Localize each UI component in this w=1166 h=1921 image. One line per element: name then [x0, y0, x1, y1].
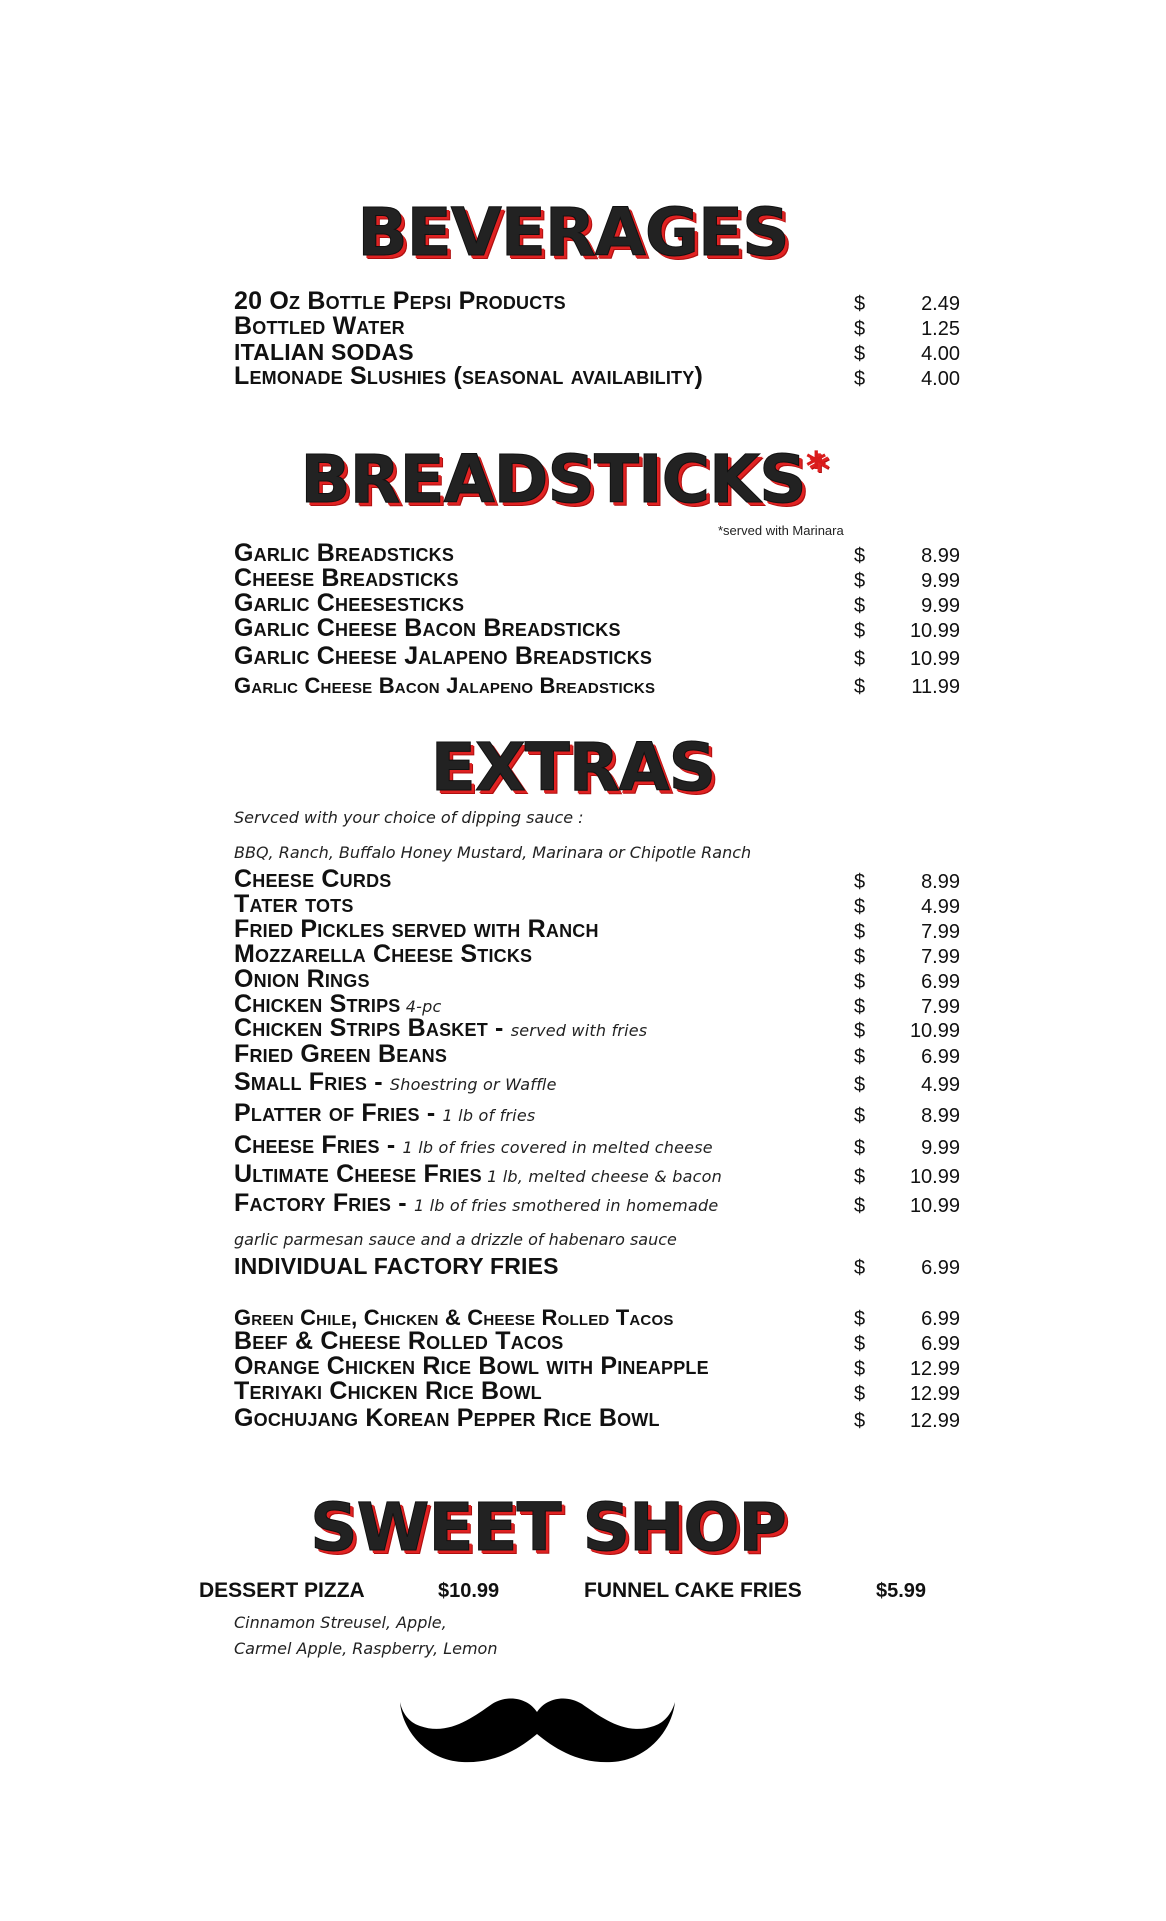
dollar-sign: $	[854, 676, 866, 698]
breadsticks-title: BREADSTICKS	[300, 441, 806, 518]
item-name: INDIVIDUAL FACTORY FRIES	[234, 1253, 559, 1279]
item-desc: 1 lb, melted cheese & bacon	[481, 1167, 722, 1186]
dollar-sign: $	[854, 1074, 866, 1096]
menu-row	[234, 1404, 960, 1433]
item-desc: 1 lb of fries	[442, 1106, 536, 1125]
item-name: Lemonade Slushies (seasonal availability)	[234, 362, 703, 390]
dessert-pizza-label: DESSERT PIZZA	[199, 1579, 365, 1602]
item-price: 9.99	[921, 570, 960, 592]
dollar-sign: $	[854, 648, 866, 670]
dollar-sign: $	[854, 1383, 866, 1405]
item-name: Garlic Cheese Bacon Breadsticks	[234, 614, 621, 642]
item-name: Beef & Cheese Rolled Tacos	[234, 1327, 564, 1355]
menu-row	[234, 673, 960, 699]
menu-row	[234, 1068, 960, 1097]
item-name: Bottled Water	[234, 312, 405, 340]
dessert-flavors-line2: Carmel Apple, Raspberry, Lemon	[234, 1639, 498, 1658]
menu-row	[234, 1131, 960, 1160]
menu-row	[234, 1254, 960, 1280]
dessert-flavors-line1: Cinnamon Streusel, Apple,	[234, 1613, 447, 1632]
item-name: Fried Pickles served with Ranch	[234, 915, 599, 943]
dollar-sign: $	[854, 1046, 866, 1068]
item-price: 4.99	[921, 1074, 960, 1096]
item-name	[234, 1101, 535, 1126]
dipping-sauce-intro: Servced with your choice of dipping sauce :	[234, 808, 584, 827]
item-name	[234, 1162, 722, 1187]
dollar-sign: $	[854, 1333, 866, 1355]
item-price: 12.99	[909, 1358, 960, 1380]
dollar-sign: $	[854, 1105, 866, 1127]
item-title: Chicken Strips	[234, 990, 401, 1018]
item-title: Cheese Fries -	[234, 1131, 403, 1159]
item-name: Gochujang Korean Pepper Rice Bowl	[234, 1404, 660, 1432]
item-name: Orange Chicken Rice Bowl with Pineapple	[234, 1352, 709, 1380]
item-price: 10.99	[909, 648, 960, 670]
dollar-sign: $	[854, 620, 866, 642]
item-price: 10.99	[909, 1020, 960, 1042]
item-price: 6.99	[921, 1257, 960, 1279]
dipping-sauce-list: BBQ, Ranch, Buffalo Honey Mustard, Marinara or Chipotle Ranch	[234, 843, 752, 862]
item-price: 12.99	[909, 1383, 960, 1405]
dollar-sign: $	[854, 343, 866, 365]
item-price: 8.99	[921, 871, 960, 893]
dollar-sign: $	[854, 896, 866, 918]
item-price: 9.99	[921, 1137, 960, 1159]
item-title: Factory Fries -	[234, 1189, 414, 1217]
item-price: 4.99	[921, 896, 960, 918]
item-price: 8.99	[921, 1105, 960, 1127]
menu-row	[234, 1377, 960, 1406]
dollar-sign: $	[854, 1166, 866, 1188]
item-name: Teriyaki Chicken Rice Bowl	[234, 1377, 542, 1405]
sweet-shop-heading: SWEET SHOP	[310, 1489, 786, 1566]
item-price: 7.99	[921, 946, 960, 968]
breadsticks-heading	[0, 441, 1146, 518]
mustache-icon	[400, 1690, 675, 1770]
dollar-sign: $	[854, 1410, 866, 1432]
item-price: 6.99	[921, 1333, 960, 1355]
item-price: 2.49	[921, 293, 960, 315]
dollar-sign: $	[854, 545, 866, 567]
item-price: 12.99	[909, 1410, 960, 1432]
item-name	[234, 1133, 713, 1158]
item-name: Garlic Breadsticks	[234, 539, 455, 567]
item-price: 10.99	[909, 620, 960, 642]
item-price: 9.99	[921, 595, 960, 617]
item-title: Chicken Strips Basket -	[234, 1014, 511, 1042]
item-price: 10.99	[909, 1166, 960, 1188]
item-price: 7.99	[921, 996, 960, 1018]
item-price: 11.99	[911, 676, 960, 698]
item-desc: 1 lb of fries covered in melted cheese	[402, 1138, 713, 1157]
dollar-sign: $	[854, 996, 866, 1018]
dollar-sign: $	[854, 318, 866, 340]
asterisk-mark: *	[805, 444, 826, 490]
item-price: 4.00	[921, 368, 960, 390]
item-title: Platter of Fries -	[234, 1099, 443, 1127]
factory-fries-desc: garlic parmesan sauce and a drizzle of habenaro sauce	[234, 1230, 677, 1249]
item-name: Mozzarella Cheese Sticks	[234, 940, 533, 968]
dollar-sign: $	[854, 293, 866, 315]
extras-heading: EXTRAS	[430, 729, 716, 806]
marinara-note: *served with Marinara	[718, 523, 844, 538]
dollar-sign: $	[854, 570, 866, 592]
item-price: 6.99	[921, 971, 960, 993]
item-desc: 4-pc	[400, 997, 442, 1016]
item-name	[234, 1016, 647, 1041]
item-name: Garlic Cheese Bacon Jalapeno Breadsticks	[234, 673, 656, 698]
dollar-sign: $	[854, 871, 866, 893]
item-name: Garlic Cheese Jalapeno Breadsticks	[234, 642, 653, 670]
item-price: 10.99	[909, 1195, 960, 1217]
dessert-pizza-price: $10.99	[438, 1580, 500, 1602]
funnel-cake-label: FUNNEL CAKE FRIES	[584, 1579, 802, 1602]
menu-row	[234, 1160, 960, 1189]
item-name: Onion Rings	[234, 965, 370, 993]
item-name: Green Chile, Chicken & Cheese Rolled Tacos	[234, 1305, 674, 1330]
item-name	[234, 1070, 557, 1095]
dollar-sign: $	[854, 1358, 866, 1380]
item-desc: Shoestring or Waffle	[389, 1075, 557, 1094]
item-price: 1.25	[921, 318, 960, 340]
item-price: 6.99	[921, 1308, 960, 1330]
item-name: Garlic Cheesesticks	[234, 589, 465, 617]
menu-row	[234, 1040, 960, 1069]
dollar-sign: $	[854, 368, 866, 390]
item-price: 7.99	[921, 921, 960, 943]
item-price: 8.99	[921, 545, 960, 567]
item-title: Ultimate Cheese Fries	[234, 1160, 482, 1188]
item-desc: 1 lb of fries smothered in homemade	[413, 1196, 719, 1215]
item-price: 4.00	[921, 343, 960, 365]
item-name: Cheese Curds	[234, 865, 392, 893]
menu-row	[234, 642, 960, 671]
dollar-sign: $	[854, 595, 866, 617]
item-name: Fried Green Beans	[234, 1040, 448, 1068]
item-desc: served with fries	[510, 1021, 648, 1040]
menu-row	[234, 614, 960, 643]
dollar-sign: $	[854, 1195, 866, 1217]
dollar-sign: $	[854, 946, 866, 968]
beverages-heading: BEVERAGES	[357, 194, 789, 271]
dollar-sign: $	[854, 1020, 866, 1042]
item-name: ITALIAN SODAS	[234, 339, 414, 365]
item-name	[234, 1191, 718, 1216]
dollar-sign: $	[854, 921, 866, 943]
funnel-cake-price: $5.99	[876, 1580, 927, 1602]
item-name: 20 Oz Bottle Pepsi Products	[234, 287, 566, 315]
dollar-sign: $	[854, 1257, 866, 1279]
item-name: Cheese Breadsticks	[234, 564, 459, 592]
menu-row	[234, 1099, 960, 1128]
menu-row	[234, 362, 960, 391]
dollar-sign: $	[854, 1308, 866, 1330]
item-title: Small Fries -	[234, 1068, 390, 1096]
item-price: 6.99	[921, 1046, 960, 1068]
item-name: Tater tots	[234, 890, 354, 918]
menu-row	[234, 312, 960, 341]
dollar-sign: $	[854, 971, 866, 993]
dollar-sign: $	[854, 1137, 866, 1159]
menu-row	[234, 1189, 960, 1218]
